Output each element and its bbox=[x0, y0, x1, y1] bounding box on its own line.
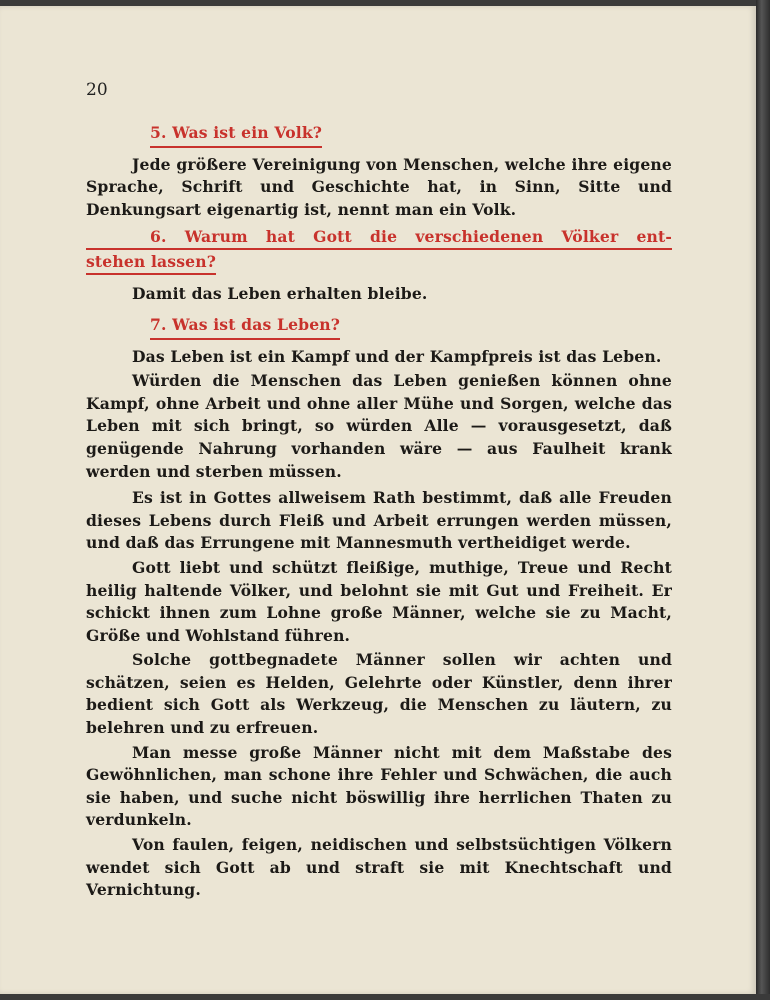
section-7-paragraph: Man messe große Männer nicht mit dem Maßstabe des Gewöhnlichen, man schone ihre Fehler und Schwächen, die auch sie haben, und suche nicht böswillig ihre herrlichen Thaten zu verdunkeln. bbox=[86, 742, 672, 830]
section-7-heading: 7. Was ist das Leben? bbox=[150, 314, 340, 340]
section-5-heading: 5. Was ist ein Volk? bbox=[150, 122, 322, 148]
section-7-paragraph: Würden die Menschen das Leben genießen können ohne Kampf, ohne Arbeit und ohne aller Mühe und Sorgen, welche das Leben mit sich bringt, so würden Alle — vorausgesetzt, daß genügende Nahrung vorhanden wäre — aus Faulheit krank werden und sterben müssen. bbox=[86, 371, 672, 481]
page-bottom-edge bbox=[0, 994, 770, 1000]
section-6-heading bbox=[86, 225, 672, 275]
section-7-paragraph: Das Leben ist ein Kampf und der Kampfpreis ist das Leben. bbox=[132, 346, 662, 366]
section-7-heading-row bbox=[86, 314, 672, 340]
section-6-heading-line1: 6. Warum hat Gott die verschiedenen Völker ent- bbox=[86, 225, 672, 250]
section-6-heading-line2: stehen lassen? bbox=[86, 250, 216, 275]
section-5-paragraph: Jede größere Vereinigung von Menschen, welche ihre eigene Sprache, Schrift und Geschichte hat, in Sinn, Sitte und Denkungsart eigenartig ist, nennt man ein Volk. bbox=[86, 154, 672, 219]
book-page bbox=[0, 6, 756, 994]
section-7-paragraph: Es ist in Gottes allweisem Rath bestimmt, daß alle Freuden dieses Lebens durch Fleiß und Arbeit errungen werden müssen, und daß das Errungene mit Mannesmuth vertheidiget werde. bbox=[86, 488, 672, 553]
book-spine bbox=[756, 0, 770, 1000]
page-number: 20 bbox=[86, 80, 108, 100]
section-7-paragraph: Gott liebt und schützt fleißige, muthige, Treue und Recht heilig haltende Völker, und belohnt sie mit Gut und Freiheit. Er schickt ihnen zum Lohne große Männer, welche sie zu Macht, Größe und Wohlstand führen. bbox=[86, 557, 672, 645]
section-7-paragraph: Von faulen, feigen, neidischen und selbstsüchtigen Völkern wendet sich Gott ab und straft sie mit Knechtschaft und Vernichtung. bbox=[86, 835, 672, 900]
section-6-paragraph: Damit das Leben erhalten bleibe. bbox=[132, 284, 428, 304]
section-5-heading-row bbox=[86, 122, 672, 148]
page-text bbox=[86, 122, 672, 904]
section-7-paragraph: Solche gottbegnadete Männer sollen wir achten und schätzen, seien es Helden, Gelehrte oder Künstler, denn ihrer bedient sich Gott als Werkzeug, die Menschen zu läutern, zu belehren und zu erfreuen. bbox=[86, 650, 672, 738]
